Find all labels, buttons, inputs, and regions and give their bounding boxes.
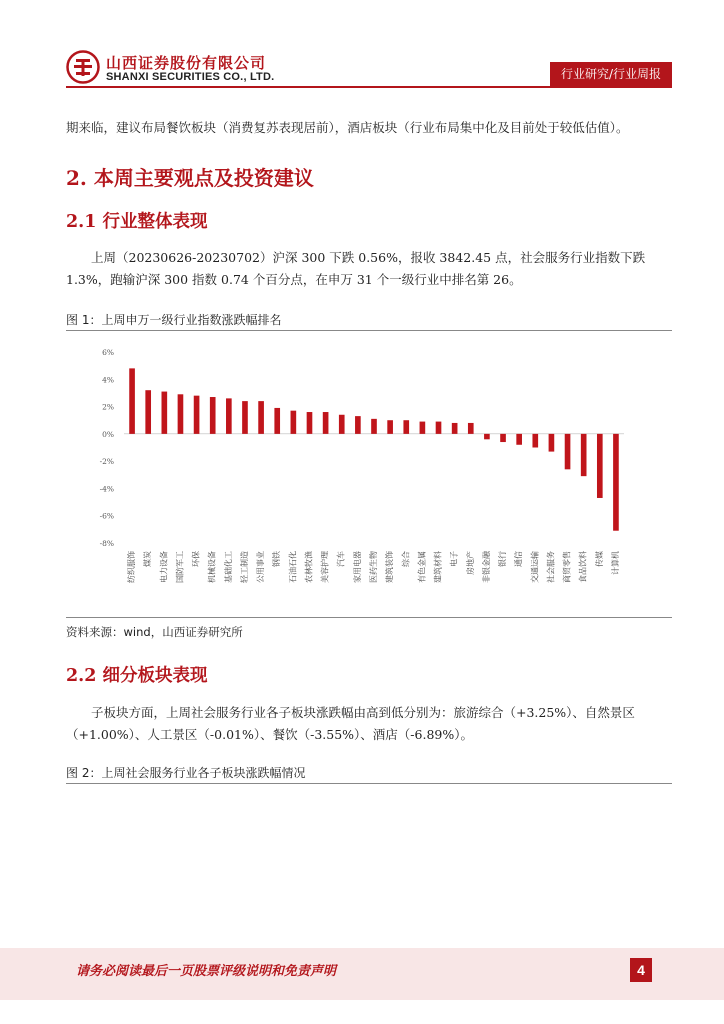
x-tick-label: 非银金融: [481, 551, 491, 583]
y-tick-label: -8%: [99, 539, 114, 548]
section-2-1-heading: 2.1 行业整体表现: [66, 212, 208, 232]
bar: [323, 412, 329, 434]
x-tick-label: 美容护理: [320, 551, 330, 583]
x-tick-label: 钢铁: [272, 551, 282, 567]
bar: [516, 434, 522, 445]
section-2-1-paragraph: 上周（20230626-20230702）沪深 300 下跌 0.56%，报收 3842.45 点，社会服务行业指数下跌 1.3%，跑输沪深 300 指数 0.74 个百分点，在申万 31 个一级行业中排名第 26。: [66, 250, 646, 287]
bar: [549, 434, 555, 452]
y-tick-label: -2%: [99, 457, 114, 467]
bar: [129, 368, 135, 433]
bar: [371, 419, 377, 434]
company-name-en: SHANXI SECURITIES CO., LTD.: [106, 71, 275, 83]
y-tick-label: 0%: [102, 429, 114, 439]
x-tick-label: 煤炭: [143, 551, 153, 567]
y-tick-label: 4%: [102, 375, 114, 385]
x-tick-label: 有色金属: [417, 551, 427, 583]
bar: [194, 396, 200, 434]
footer-disclaimer: 请务必阅读最后一页股票评级说明和免责声明: [76, 964, 337, 979]
header-divider: [66, 86, 672, 88]
y-tick-label: -6%: [99, 511, 114, 521]
y-tick-label: 2%: [102, 402, 114, 412]
x-tick-label: 汽车: [336, 551, 346, 567]
bar: [258, 401, 264, 434]
x-tick-label: 家用电器: [352, 551, 362, 583]
bar: [452, 423, 458, 434]
report-category-tag: 行业研究/行业周报: [550, 62, 672, 86]
bar: [274, 408, 280, 434]
bar: [420, 422, 426, 434]
company-logo-icon: [66, 50, 100, 84]
y-tick-label: -4%: [99, 484, 114, 494]
x-tick-label: 轻工制造: [239, 551, 249, 583]
bar: [500, 434, 506, 442]
section-2-heading: 2. 本周主要观点及投资建议: [66, 166, 314, 190]
bar: [403, 420, 409, 434]
x-tick-label: 机械设备: [207, 551, 217, 583]
x-tick-label: 计算机: [610, 551, 620, 575]
x-tick-label: 基础化工: [223, 551, 233, 583]
bar: [226, 398, 232, 433]
bar: [145, 390, 151, 434]
x-tick-label: 电子: [449, 551, 459, 567]
x-tick-label: 国防军工: [175, 551, 185, 583]
x-tick-label: 房地产: [465, 551, 475, 575]
x-tick-label: 通信: [514, 551, 524, 567]
bar: [242, 401, 248, 434]
bar: [291, 411, 297, 434]
bar: [178, 394, 184, 434]
x-tick-label: 综合: [401, 551, 411, 567]
bar: [532, 434, 538, 448]
x-tick-label: 食品饮料: [578, 551, 588, 583]
bar: [581, 434, 587, 476]
x-tick-label: 电力设备: [159, 551, 169, 583]
x-tick-label: 交通运输: [530, 551, 540, 583]
bar: [484, 434, 490, 439]
x-tick-label: 农林牧渔: [304, 551, 314, 583]
figure-1-title: 图 1：上周申万一级行业指数涨跌幅排名: [66, 313, 282, 327]
x-tick-label: 社会服务: [546, 551, 556, 583]
x-tick-label: 医药生物: [369, 551, 378, 583]
x-tick-label: 商贸零售: [562, 551, 572, 583]
x-tick-label: 银行: [498, 551, 508, 567]
figure-2-title: 图 2：上周社会服务行业各子板块涨跌幅情况: [66, 766, 306, 780]
intro-paragraph: 期来临，建议布局餐饮板块（消费复苏表现居前），酒店板块（行业布局集中化及目前处于较低估值）。: [66, 120, 629, 135]
x-tick-label: 石油石化: [288, 551, 298, 583]
x-tick-label: 环保: [191, 551, 201, 567]
bar: [307, 412, 313, 434]
page-number: 4: [630, 958, 652, 982]
figure-1-bar-chart: [66, 340, 672, 610]
figure-1-bottom-rule: [66, 617, 672, 618]
bar: [387, 420, 393, 434]
figure-1-top-rule: [66, 330, 672, 331]
bar: [162, 392, 168, 434]
bar: [355, 416, 361, 434]
company-name-cn: 山西证券股份有限公司: [106, 54, 267, 72]
bar: [210, 397, 216, 434]
bar: [565, 434, 571, 469]
x-tick-label: 建筑装饰: [385, 551, 395, 583]
section-2-2-heading: 2.2 细分板块表现: [66, 666, 208, 686]
figure-1-source: 资料来源：wind，山西证券研究所: [66, 625, 243, 639]
section-2-2-paragraph: 子板块方面，上周社会服务行业各子板块涨跌幅由高到低分别为：旅游综合（+3.25%）、自然景区（+1.00%）、人工景区（-0.01%）、餐饮（-3.55%）、酒店（-6.89%）。: [66, 705, 635, 742]
figure-2-top-rule: [66, 783, 672, 784]
x-tick-label: 公用事业: [256, 551, 266, 583]
y-tick-label: 6%: [102, 348, 114, 357]
x-tick-label: 纺织服饰: [127, 551, 137, 583]
bar: [613, 434, 619, 531]
x-tick-label: 建筑材料: [433, 551, 443, 583]
x-tick-label: 传媒: [594, 551, 604, 567]
bar: [436, 422, 442, 434]
bar: [339, 415, 345, 434]
bar: [468, 423, 474, 434]
bar: [597, 434, 603, 498]
